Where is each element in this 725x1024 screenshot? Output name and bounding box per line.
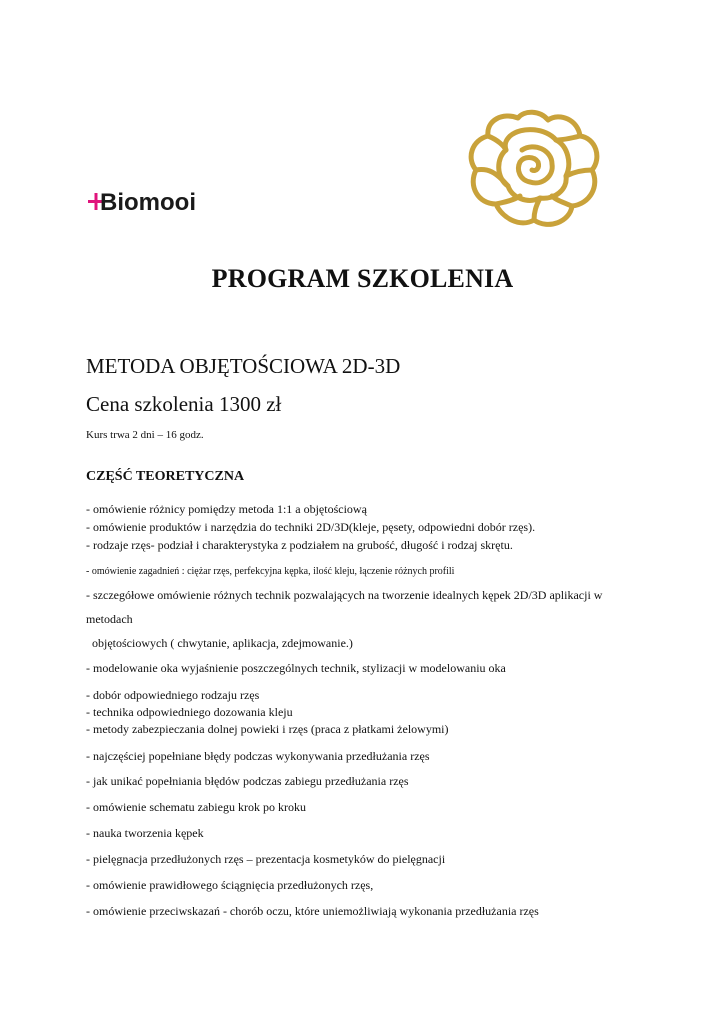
- price-heading: Cena szkolenia 1300 zł: [86, 392, 282, 416]
- logo-text: Biomooi: [100, 189, 196, 216]
- list-item: - technika odpowiedniego dozowania kleju: [86, 705, 293, 719]
- list-item: - omówienie przeciwskazań - chorób oczu, które uniemożliwiają wykonania przedłużania rzęs: [86, 904, 539, 918]
- list-item: - dobór odpowiedniego rodzaju rzęs: [86, 688, 260, 702]
- list-item: - modelowanie oka wyjaśnienie poszczególnych technik, stylizacji w modelowaniu oka: [86, 661, 506, 675]
- list-item: - omówienie różnicy pomiędzy metoda 1:1 a objętościową: [86, 502, 367, 516]
- list-item: - jak unikać popełniania błędów podczas zabiegu przedłużania rzęs: [86, 774, 409, 788]
- method-heading: METODA OBJĘTOŚCIOWA 2D-3D: [86, 354, 401, 378]
- duration-text: Kurs trwa 2 dni – 16 godz.: [86, 429, 204, 441]
- gold-rose-icon: [458, 106, 608, 236]
- list-item: - pielęgnacja przedłużonych rzęs – prezentacja kosmetyków do pielęgnacji: [86, 852, 446, 866]
- list-item: - najczęściej popełniane błędy podczas wykonywania przedłużania rzęs: [86, 749, 430, 763]
- list-item: - szczegółowe omówienie różnych technik pozwalających na tworzenie idealnych kępek 2D/3D aplikacji w: [86, 588, 603, 602]
- list-item: - omówienie schematu zabiegu krok po kroku: [86, 800, 306, 814]
- section-title: CZĘŚĆ TEORETYCZNA: [86, 469, 245, 484]
- list-item: - omówienie prawidłowego ściągnięcia przedłużonych rzęs,: [86, 878, 374, 892]
- list-item: - rodzaje rzęs- podział i charakterystyka z podziałem na grubość, długość i rodzaj skrętu.: [86, 538, 513, 552]
- list-item: - omówienie zagadnień : ciężar rzęs, perfekcyjna kępka, ilość kleju, łączenie różnych profili: [86, 566, 455, 577]
- list-item: - nauka tworzenia kępek: [86, 826, 204, 840]
- list-item: objętościowych ( chwytanie, aplikacja, zdejmowanie.): [86, 636, 353, 650]
- page-title: PROGRAM SZKOLENIA: [211, 264, 514, 293]
- list-item: - omówienie produktów i narzędzia do techniki 2D/3D(kleje, pęsety, odpowiedni dobór rzęs).: [86, 520, 536, 534]
- list-item: - metody zabezpieczania dolnej powieki i rzęs (praca z płatkami żelowymi): [86, 722, 449, 736]
- list-item: metodach: [86, 612, 133, 626]
- biomooi-logo: [86, 186, 246, 218]
